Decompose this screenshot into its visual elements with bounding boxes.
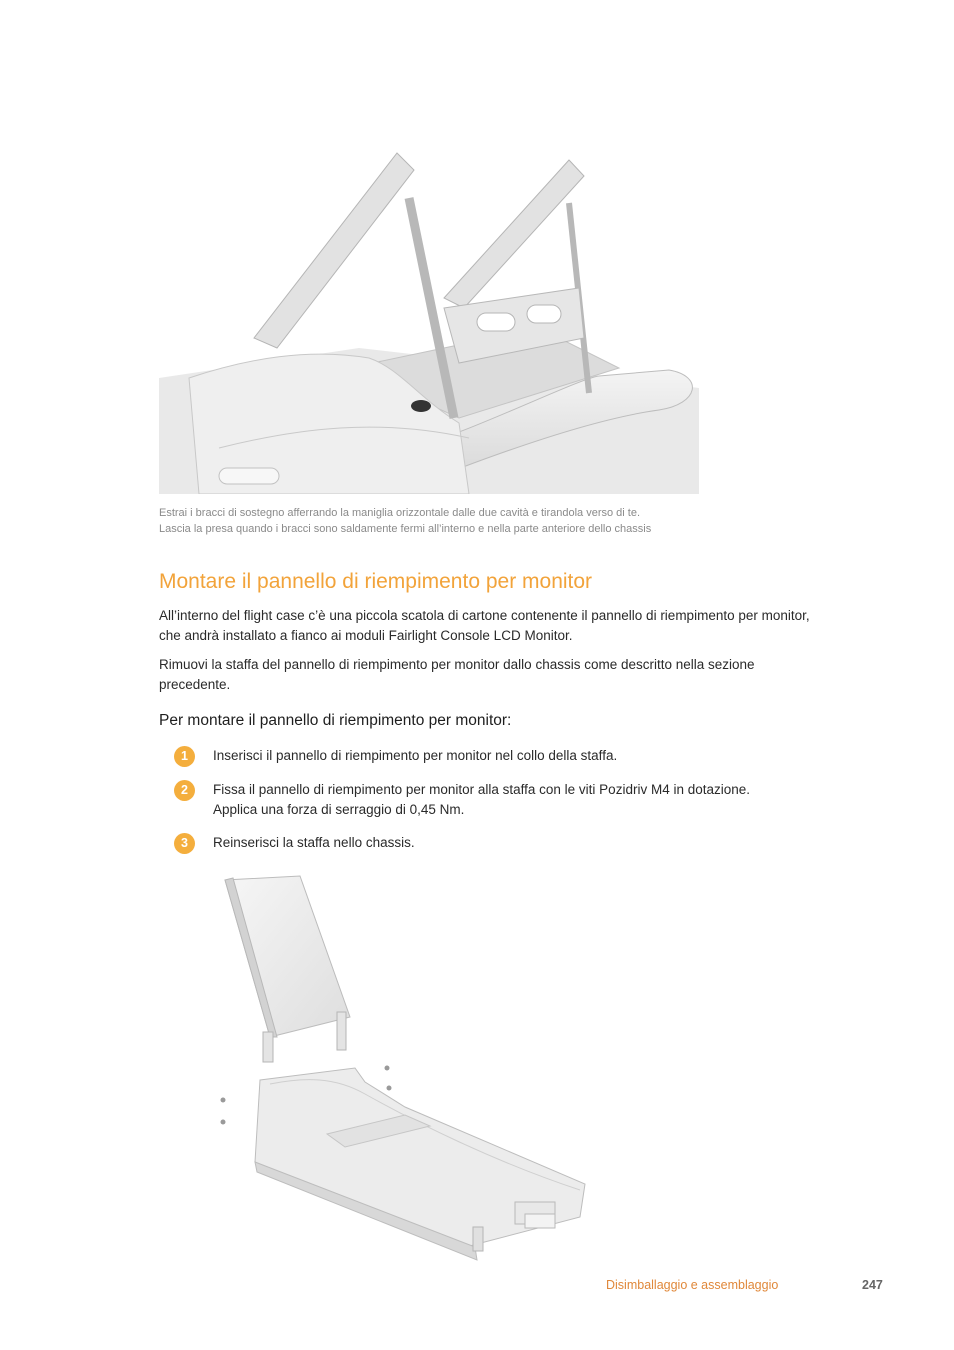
step-number-badge: 1	[174, 746, 195, 767]
step-number-badge: 2	[174, 780, 195, 801]
chassis-support-arms-illustration	[159, 148, 699, 494]
page-number: 247	[862, 1278, 883, 1292]
intro-paragraph: All’interno del flight case c’è una piccola scatola di cartone contenente il pannello di riempimento per monitor, che andrà installato a fianco ai moduli Fairlight Console LCD Monitor.	[159, 608, 810, 643]
footer-section-name: Disimballaggio e assemblaggio	[606, 1278, 779, 1292]
step-text: Reinserisci la staffa nello chassis.	[213, 835, 415, 850]
caption-line-1: Estrai i bracci di sostegno afferrando la maniglia orizzontale dalle due cavità e tirandola verso di te.	[159, 507, 641, 519]
step-text: Fissa il pannello di riempimento per monitor alla staffa con le viti Pozidriv M4 in dotazione. Applica una forza di serraggio di 0,45 Nm.	[213, 782, 751, 817]
instruction-paragraph: Rimuovi la staffa del pannello di riempimento per monitor dallo chassis come descritto nella sezione precedente.	[159, 657, 755, 692]
step-text: Inserisci il pannello di riempimento per monitor nel collo della staffa.	[213, 748, 618, 763]
caption-line-2: Lascia la presa quando i bracci sono saldamente fermi all’interno e nella parte anteriore dello chassis	[159, 523, 652, 535]
section-title: Montare il pannello di riempimento per monitor	[159, 570, 593, 593]
filler-panel-assembly-illustration	[215, 872, 595, 1267]
step-number-badge: 3	[174, 833, 195, 854]
procedure-title: Per montare il pannello di riempimento per monitor:	[159, 712, 512, 729]
figure-caption	[159, 505, 859, 537]
